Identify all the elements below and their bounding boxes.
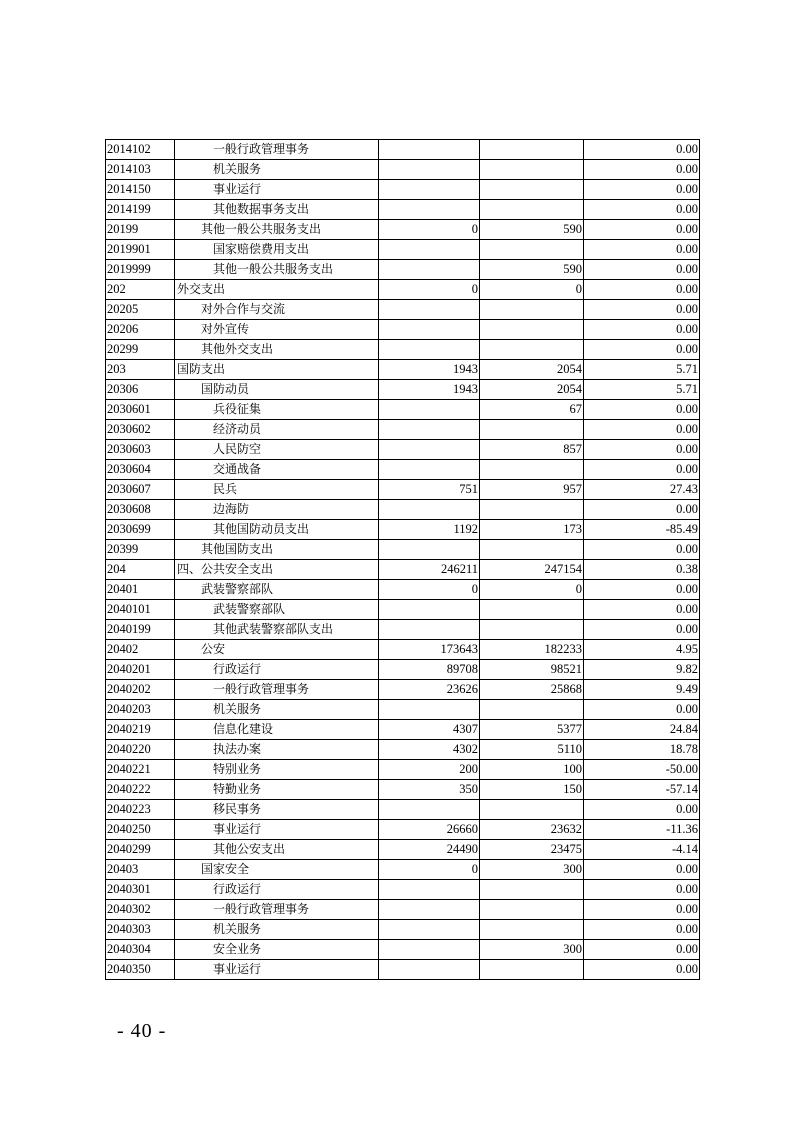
- subject-name-cell: 机关服务: [175, 920, 379, 940]
- value-b-cell: [480, 300, 584, 320]
- change-rate-cell: 5.71: [584, 380, 700, 400]
- subject-name-cell: 一般行政管理事务: [175, 900, 379, 920]
- subject-name-cell: 其他外交支出: [175, 340, 379, 360]
- table-row: [106, 340, 700, 360]
- change-rate-cell: 0.00: [584, 940, 700, 960]
- subject-code-cell: 2014102: [106, 140, 175, 160]
- change-rate-cell: 0.00: [584, 960, 700, 980]
- value-a-cell: 1192: [379, 520, 480, 540]
- subject-code-cell: 2040350: [106, 960, 175, 980]
- change-rate-cell: -11.36: [584, 820, 700, 840]
- subject-name-cell: 其他一般公共服务支出: [175, 220, 379, 240]
- subject-code-cell: 2040199: [106, 620, 175, 640]
- subject-code-cell: 2014199: [106, 200, 175, 220]
- value-a-cell: [379, 800, 480, 820]
- value-b-cell: 247154: [480, 560, 584, 580]
- table-row: [106, 720, 700, 740]
- table-row: [106, 660, 700, 680]
- change-rate-cell: 0.00: [584, 500, 700, 520]
- subject-name-cell: 公安: [175, 640, 379, 660]
- subject-code-cell: 2040223: [106, 800, 175, 820]
- subject-code-cell: 2019901: [106, 240, 175, 260]
- change-rate-cell: 0.00: [584, 600, 700, 620]
- subject-code-cell: 2040304: [106, 940, 175, 960]
- change-rate-cell: 27.43: [584, 480, 700, 500]
- value-a-cell: [379, 880, 480, 900]
- subject-code-cell: 2040201: [106, 660, 175, 680]
- subject-name-cell: 机关服务: [175, 700, 379, 720]
- change-rate-cell: 0.00: [584, 200, 700, 220]
- change-rate-cell: 0.00: [584, 140, 700, 160]
- value-b-cell: 173: [480, 520, 584, 540]
- value-a-cell: [379, 200, 480, 220]
- subject-code-cell: 20299: [106, 340, 175, 360]
- table-row: [106, 360, 700, 380]
- subject-code-cell: 2040302: [106, 900, 175, 920]
- value-a-cell: [379, 140, 480, 160]
- table-row: [106, 940, 700, 960]
- value-b-cell: [480, 200, 584, 220]
- value-a-cell: [379, 320, 480, 340]
- value-b-cell: [480, 420, 584, 440]
- value-b-cell: [480, 460, 584, 480]
- table-row: [106, 500, 700, 520]
- change-rate-cell: 0.38: [584, 560, 700, 580]
- value-a-cell: [379, 400, 480, 420]
- subject-code-cell: 2030602: [106, 420, 175, 440]
- change-rate-cell: 0.00: [584, 240, 700, 260]
- table-row: [106, 380, 700, 400]
- value-a-cell: 0: [379, 280, 480, 300]
- subject-name-cell: 行政运行: [175, 660, 379, 680]
- subject-name-cell: 事业运行: [175, 960, 379, 980]
- change-rate-cell: -85.49: [584, 520, 700, 540]
- value-a-cell: 751: [379, 480, 480, 500]
- table-body: [106, 140, 700, 980]
- value-a-cell: 4307: [379, 720, 480, 740]
- value-a-cell: 0: [379, 580, 480, 600]
- table-row: [106, 220, 700, 240]
- value-b-cell: [480, 240, 584, 260]
- table-row: [106, 680, 700, 700]
- change-rate-cell: 18.78: [584, 740, 700, 760]
- subject-name-cell: 国家赔偿费用支出: [175, 240, 379, 260]
- change-rate-cell: -57.14: [584, 780, 700, 800]
- subject-name-cell: 一般行政管理事务: [175, 140, 379, 160]
- subject-name-cell: 边海防: [175, 500, 379, 520]
- change-rate-cell: -4.14: [584, 840, 700, 860]
- table-row: [106, 880, 700, 900]
- value-b-cell: [480, 180, 584, 200]
- subject-code-cell: 2040299: [106, 840, 175, 860]
- value-a-cell: [379, 440, 480, 460]
- value-a-cell: [379, 160, 480, 180]
- subject-code-cell: 20399: [106, 540, 175, 560]
- subject-name-cell: 特勤业务: [175, 780, 379, 800]
- value-a-cell: [379, 420, 480, 440]
- subject-code-cell: 2040303: [106, 920, 175, 940]
- table-row: [106, 740, 700, 760]
- value-b-cell: 2054: [480, 380, 584, 400]
- subject-code-cell: 203: [106, 360, 175, 380]
- table-row: [106, 560, 700, 580]
- change-rate-cell: 0.00: [584, 900, 700, 920]
- value-a-cell: [379, 700, 480, 720]
- value-a-cell: 26660: [379, 820, 480, 840]
- table-row: [106, 580, 700, 600]
- subject-code-cell: 204: [106, 560, 175, 580]
- value-b-cell: [480, 600, 584, 620]
- change-rate-cell: 0.00: [584, 160, 700, 180]
- change-rate-cell: 0.00: [584, 540, 700, 560]
- value-b-cell: [480, 800, 584, 820]
- subject-code-cell: 2014150: [106, 180, 175, 200]
- change-rate-cell: 0.00: [584, 860, 700, 880]
- value-b-cell: 857: [480, 440, 584, 460]
- subject-name-cell: 特别业务: [175, 760, 379, 780]
- table-row: [106, 460, 700, 480]
- subject-name-cell: 交通战备: [175, 460, 379, 480]
- subject-code-cell: 20205: [106, 300, 175, 320]
- subject-name-cell: 武装警察部队: [175, 580, 379, 600]
- table-row: [106, 820, 700, 840]
- change-rate-cell: 0.00: [584, 880, 700, 900]
- subject-name-cell: 行政运行: [175, 880, 379, 900]
- value-b-cell: 25868: [480, 680, 584, 700]
- value-b-cell: 23632: [480, 820, 584, 840]
- value-b-cell: 67: [480, 400, 584, 420]
- value-a-cell: 89708: [379, 660, 480, 680]
- change-rate-cell: 0.00: [584, 220, 700, 240]
- value-a-cell: [379, 540, 480, 560]
- subject-code-cell: 2040250: [106, 820, 175, 840]
- value-a-cell: 173643: [379, 640, 480, 660]
- table-row: [106, 600, 700, 620]
- value-b-cell: 0: [480, 280, 584, 300]
- subject-code-cell: 20199: [106, 220, 175, 240]
- table-row: [106, 520, 700, 540]
- value-b-cell: [480, 140, 584, 160]
- subject-name-cell: 外交支出: [175, 280, 379, 300]
- table-row: [106, 860, 700, 880]
- value-a-cell: [379, 500, 480, 520]
- value-b-cell: 182233: [480, 640, 584, 660]
- value-b-cell: 100: [480, 760, 584, 780]
- subject-code-cell: 2040222: [106, 780, 175, 800]
- subject-name-cell: 事业运行: [175, 180, 379, 200]
- change-rate-cell: 9.49: [584, 680, 700, 700]
- table-row: [106, 320, 700, 340]
- subject-code-cell: 2030603: [106, 440, 175, 460]
- change-rate-cell: 0.00: [584, 460, 700, 480]
- subject-code-cell: 20401: [106, 580, 175, 600]
- value-a-cell: [379, 340, 480, 360]
- subject-code-cell: 2040219: [106, 720, 175, 740]
- subject-code-cell: 202: [106, 280, 175, 300]
- value-b-cell: 957: [480, 480, 584, 500]
- value-b-cell: [480, 320, 584, 340]
- table-row: [106, 260, 700, 280]
- table-row: [106, 400, 700, 420]
- value-b-cell: [480, 880, 584, 900]
- table-row: [106, 900, 700, 920]
- subject-name-cell: 其他一般公共服务支出: [175, 260, 379, 280]
- change-rate-cell: 0.00: [584, 340, 700, 360]
- subject-name-cell: 国家安全: [175, 860, 379, 880]
- value-a-cell: 1943: [379, 380, 480, 400]
- value-a-cell: [379, 260, 480, 280]
- value-b-cell: 300: [480, 860, 584, 880]
- subject-name-cell: 武装警察部队: [175, 600, 379, 620]
- table-row: [106, 140, 700, 160]
- subject-code-cell: 2040202: [106, 680, 175, 700]
- subject-name-cell: 其他武装警察部队支出: [175, 620, 379, 640]
- change-rate-cell: -50.00: [584, 760, 700, 780]
- value-b-cell: [480, 500, 584, 520]
- subject-code-cell: 2030604: [106, 460, 175, 480]
- value-a-cell: [379, 600, 480, 620]
- table-row: [106, 540, 700, 560]
- value-a-cell: [379, 240, 480, 260]
- table-row: [106, 180, 700, 200]
- subject-code-cell: 2014103: [106, 160, 175, 180]
- value-a-cell: 246211: [379, 560, 480, 580]
- subject-code-cell: 20403: [106, 860, 175, 880]
- table-row: [106, 420, 700, 440]
- value-b-cell: 2054: [480, 360, 584, 380]
- subject-name-cell: 对外合作与交流: [175, 300, 379, 320]
- value-a-cell: 24490: [379, 840, 480, 860]
- subject-code-cell: 2030608: [106, 500, 175, 520]
- subject-name-cell: 机关服务: [175, 160, 379, 180]
- value-b-cell: 5110: [480, 740, 584, 760]
- value-a-cell: 200: [379, 760, 480, 780]
- change-rate-cell: 0.00: [584, 620, 700, 640]
- value-b-cell: 590: [480, 220, 584, 240]
- value-b-cell: 5377: [480, 720, 584, 740]
- table-row: [106, 440, 700, 460]
- value-a-cell: 4302: [379, 740, 480, 760]
- table-row: [106, 160, 700, 180]
- subject-name-cell: 信息化建设: [175, 720, 379, 740]
- subject-code-cell: 2030607: [106, 480, 175, 500]
- value-a-cell: 0: [379, 860, 480, 880]
- subject-name-cell: 其他公安支出: [175, 840, 379, 860]
- subject-code-cell: 2030601: [106, 400, 175, 420]
- value-b-cell: [480, 340, 584, 360]
- subject-name-cell: 事业运行: [175, 820, 379, 840]
- subject-name-cell: 执法办案: [175, 740, 379, 760]
- change-rate-cell: 0.00: [584, 440, 700, 460]
- value-b-cell: [480, 700, 584, 720]
- value-b-cell: [480, 540, 584, 560]
- value-b-cell: 0: [480, 580, 584, 600]
- table-row: [106, 760, 700, 780]
- table-row: [106, 700, 700, 720]
- value-a-cell: [379, 960, 480, 980]
- subject-name-cell: 对外宣传: [175, 320, 379, 340]
- subject-code-cell: 2040221: [106, 760, 175, 780]
- subject-name-cell: 国防动员: [175, 380, 379, 400]
- value-b-cell: 150: [480, 780, 584, 800]
- table-row: [106, 200, 700, 220]
- subject-name-cell: 四、公共安全支出: [175, 560, 379, 580]
- subject-name-cell: 人民防空: [175, 440, 379, 460]
- change-rate-cell: 9.82: [584, 660, 700, 680]
- change-rate-cell: 4.95: [584, 640, 700, 660]
- table-row: [106, 480, 700, 500]
- change-rate-cell: 5.71: [584, 360, 700, 380]
- subject-name-cell: 兵役征集: [175, 400, 379, 420]
- value-b-cell: 590: [480, 260, 584, 280]
- value-a-cell: [379, 460, 480, 480]
- table-row: [106, 780, 700, 800]
- table-row: [106, 800, 700, 820]
- value-b-cell: [480, 960, 584, 980]
- subject-name-cell: 民兵: [175, 480, 379, 500]
- table-row: [106, 620, 700, 640]
- value-b-cell: [480, 160, 584, 180]
- table-row: [106, 960, 700, 980]
- change-rate-cell: 0.00: [584, 320, 700, 340]
- value-a-cell: [379, 940, 480, 960]
- table-row: [106, 280, 700, 300]
- change-rate-cell: 0.00: [584, 300, 700, 320]
- subject-code-cell: 2040101: [106, 600, 175, 620]
- subject-code-cell: 2040220: [106, 740, 175, 760]
- change-rate-cell: 0.00: [584, 180, 700, 200]
- change-rate-cell: 0.00: [584, 280, 700, 300]
- value-b-cell: [480, 620, 584, 640]
- table-row: [106, 240, 700, 260]
- subject-name-cell: 其他国防支出: [175, 540, 379, 560]
- change-rate-cell: 0.00: [584, 260, 700, 280]
- subject-name-cell: 其他国防动员支出: [175, 520, 379, 540]
- change-rate-cell: 0.00: [584, 420, 700, 440]
- subject-code-cell: 2040301: [106, 880, 175, 900]
- value-b-cell: 300: [480, 940, 584, 960]
- subject-name-cell: 国防支出: [175, 360, 379, 380]
- subject-name-cell: 安全业务: [175, 940, 379, 960]
- subject-name-cell: 其他数据事务支出: [175, 200, 379, 220]
- page-number: - 40 -: [117, 1020, 167, 1042]
- table-row: [106, 920, 700, 940]
- value-a-cell: 350: [379, 780, 480, 800]
- value-a-cell: [379, 180, 480, 200]
- subject-code-cell: 2030699: [106, 520, 175, 540]
- change-rate-cell: 0.00: [584, 580, 700, 600]
- value-a-cell: [379, 920, 480, 940]
- value-b-cell: 23475: [480, 840, 584, 860]
- subject-name-cell: 一般行政管理事务: [175, 680, 379, 700]
- value-b-cell: [480, 920, 584, 940]
- subject-code-cell: 2019999: [106, 260, 175, 280]
- change-rate-cell: 0.00: [584, 800, 700, 820]
- value-a-cell: 0: [379, 220, 480, 240]
- table-row: [106, 640, 700, 660]
- table-row: [106, 840, 700, 860]
- value-a-cell: [379, 300, 480, 320]
- value-b-cell: [480, 900, 584, 920]
- change-rate-cell: 24.84: [584, 720, 700, 740]
- subject-code-cell: 20206: [106, 320, 175, 340]
- value-a-cell: 1943: [379, 360, 480, 380]
- subject-code-cell: 2040203: [106, 700, 175, 720]
- change-rate-cell: 0.00: [584, 700, 700, 720]
- subject-code-cell: 20306: [106, 380, 175, 400]
- table-row: [106, 300, 700, 320]
- value-a-cell: 23626: [379, 680, 480, 700]
- subject-code-cell: 20402: [106, 640, 175, 660]
- subject-name-cell: 经济动员: [175, 420, 379, 440]
- change-rate-cell: 0.00: [584, 400, 700, 420]
- subject-name-cell: 移民事务: [175, 800, 379, 820]
- change-rate-cell: 0.00: [584, 920, 700, 940]
- budget-table: [105, 139, 700, 980]
- value-a-cell: [379, 900, 480, 920]
- value-a-cell: [379, 620, 480, 640]
- value-b-cell: 98521: [480, 660, 584, 680]
